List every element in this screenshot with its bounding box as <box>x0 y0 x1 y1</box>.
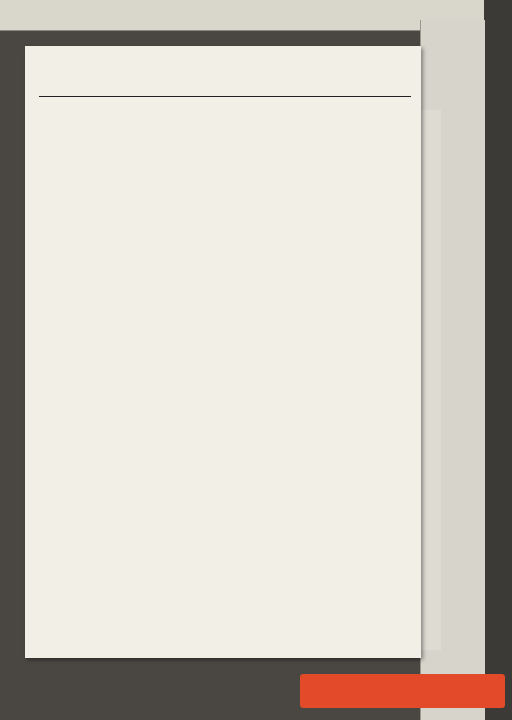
page-bleed <box>421 110 441 650</box>
background-edge <box>484 0 512 720</box>
book-page <box>25 46 421 658</box>
page-header <box>39 82 411 97</box>
watermark-logo <box>300 674 505 708</box>
